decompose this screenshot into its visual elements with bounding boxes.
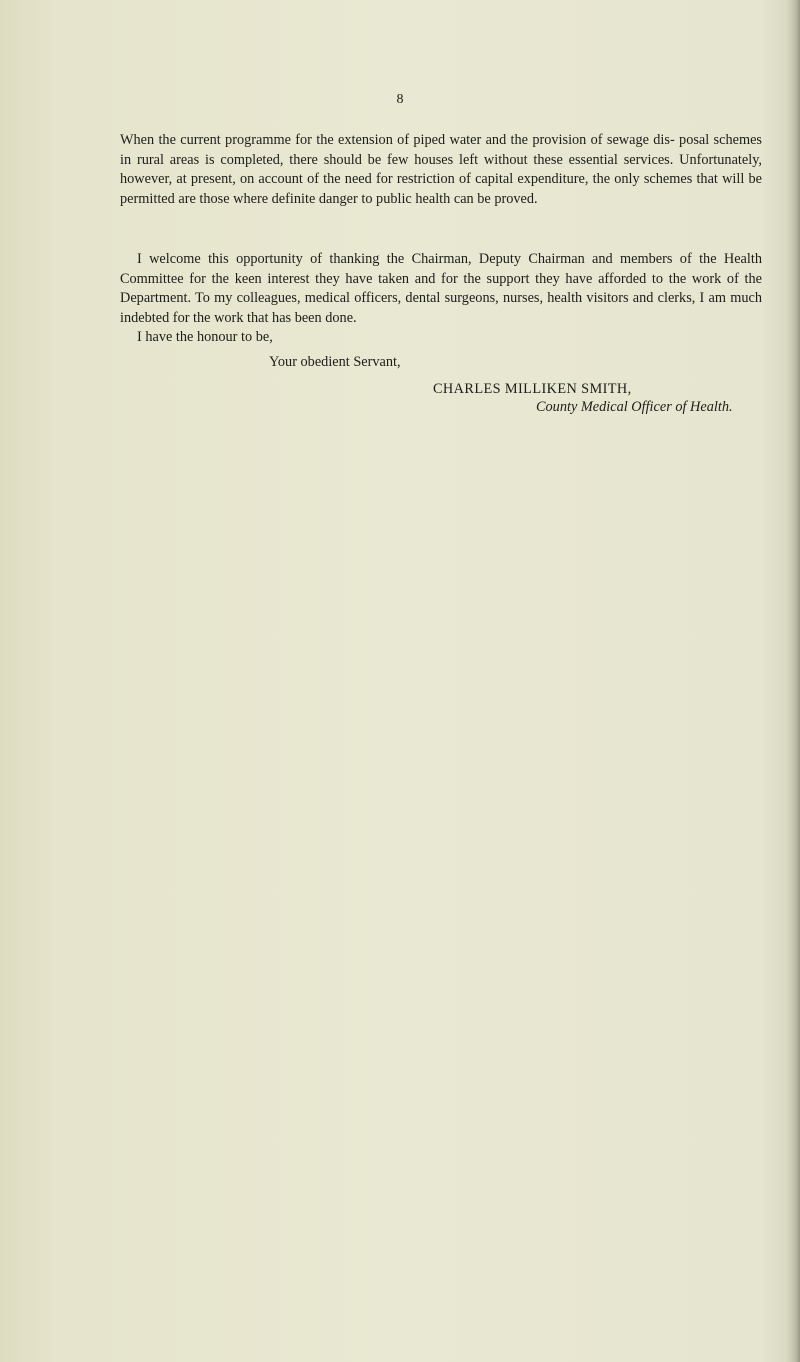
paragraph-water-sewage: When the current programme for the extension of piped water and the provision of sewage dis- posal schemes in rural areas is completed, there should be few houses left without these essential services. Unfortunately, however, at present, on account of the need for restriction of capital expenditure, the only schemes that will be permitted are those where definite danger to public health can be proved. (120, 132, 762, 207)
page-number: 8 (396, 92, 404, 107)
page-edge-shadow (786, 0, 800, 1362)
closing-valediction: Your obedient Servant, (269, 354, 401, 370)
signatory-name: CHARLES MILLIKEN SMITH, (433, 381, 632, 397)
paragraph-acknowledgements: I welcome this opportunity of thanking the Chairman, Deputy Chairman and members of the Health Committee for the keen interest they have taken and for the support they have afforded to the work of the Department. To my colleagues, medical officers, dental surgeons, nurses, health visitors and clerks, I am much indebted for the work that has been done. (120, 251, 762, 326)
closing-honour: I have the honour to be, (137, 329, 273, 345)
signatory-title: County Medical Officer of Health. (536, 399, 733, 415)
